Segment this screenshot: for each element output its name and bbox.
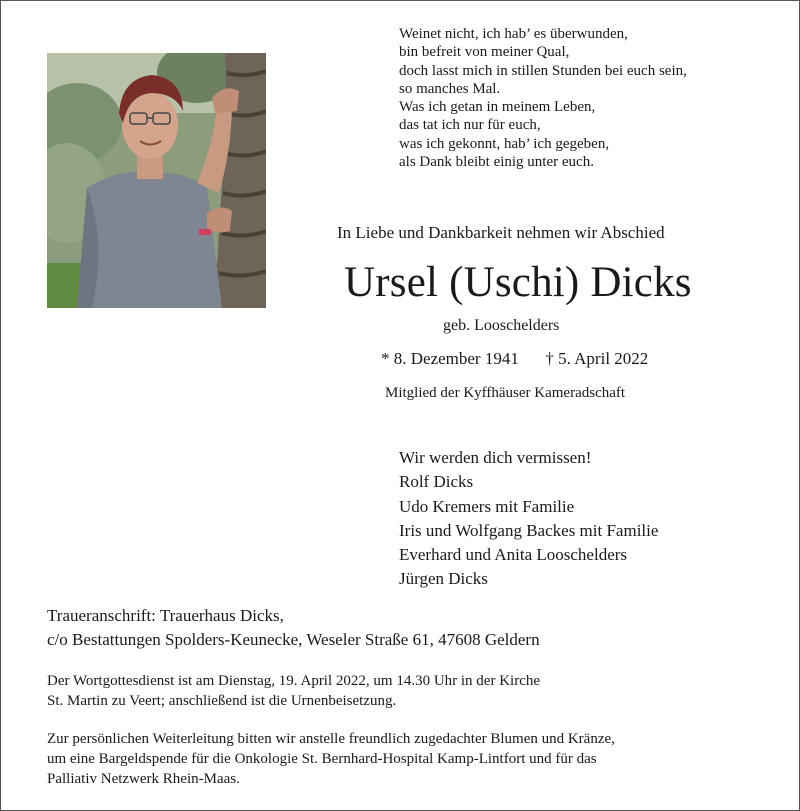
donation-line: Palliativ Netzwerk Rhein-Maas. [47, 771, 240, 787]
portrait-photo [47, 53, 266, 308]
life-dates [381, 349, 648, 369]
mourner-name: Jürgen Dicks [399, 569, 488, 589]
donation-line: Zur persönlichen Weiterleitung bitten wir anstelle freundlich zugedachter Blumen und Kränze, [47, 731, 615, 747]
donation-request [47, 729, 615, 789]
membership: Mitglied der Kyffhäuser Kameradschaft [385, 385, 626, 401]
poem-line: Weinet nicht, ich hab’ es überwunden, [399, 26, 628, 42]
deceased-name: Ursel (Uschi) Dicks [344, 259, 692, 306]
donation-line: um eine Bargeldspende für die Onkologie St. Bernhard-Hospital Kamp-Lintfort und für das [47, 751, 597, 767]
mourners-heading: Wir werden dich vermissen! [399, 448, 592, 467]
poem [399, 25, 687, 171]
poem-line: als Dank bleibt einig unter euch. [399, 154, 594, 171]
service-info [47, 671, 540, 711]
service-line: St. Martin zu Veert; anschließend ist die Urnenbeisetzung. [47, 693, 397, 709]
farewell-intro: In Liebe und Dankbarkeit nehmen wir Abschied [337, 223, 665, 242]
mourner-name: Iris und Wolfgang Backes mit Familie [399, 520, 659, 540]
poem-line: was ich gekonnt, hab’ ich gegeben, [399, 135, 610, 152]
service-line: Der Wortgottesdienst ist am Dienstag, 19. April 2022, um 14.30 Uhr in der Kirche [47, 673, 541, 689]
poem-line: das tat ich nur für euch, [399, 117, 541, 134]
poem-line: so manches Mal. [399, 80, 501, 97]
birth-date: * 8. Dezember 1941 [381, 349, 519, 368]
mourner-name: Everhard und Anita Looschelders [399, 545, 628, 565]
mourner-name: Udo Kremers mit Familie [399, 496, 575, 516]
poem-line: bin befreit von meiner Qual, [399, 44, 570, 61]
address-line: c/o Bestattungen Spolders-Keunecke, Weseler Straße 61, 47608 Geldern [47, 630, 540, 649]
mourner-name: Rolf Dicks [399, 472, 474, 492]
death-date: † 5. April 2022 [545, 349, 649, 368]
mourners-list [399, 446, 658, 592]
mourning-address [47, 604, 540, 652]
address-line: Traueranschrift: Trauerhaus Dicks, [47, 606, 284, 625]
poem-line: Was ich getan in meinem Leben, [399, 99, 596, 116]
maiden-name: geb. Looschelders [443, 317, 560, 334]
poem-line: doch lasst mich in stillen Stunden bei euch sein, [399, 62, 687, 79]
